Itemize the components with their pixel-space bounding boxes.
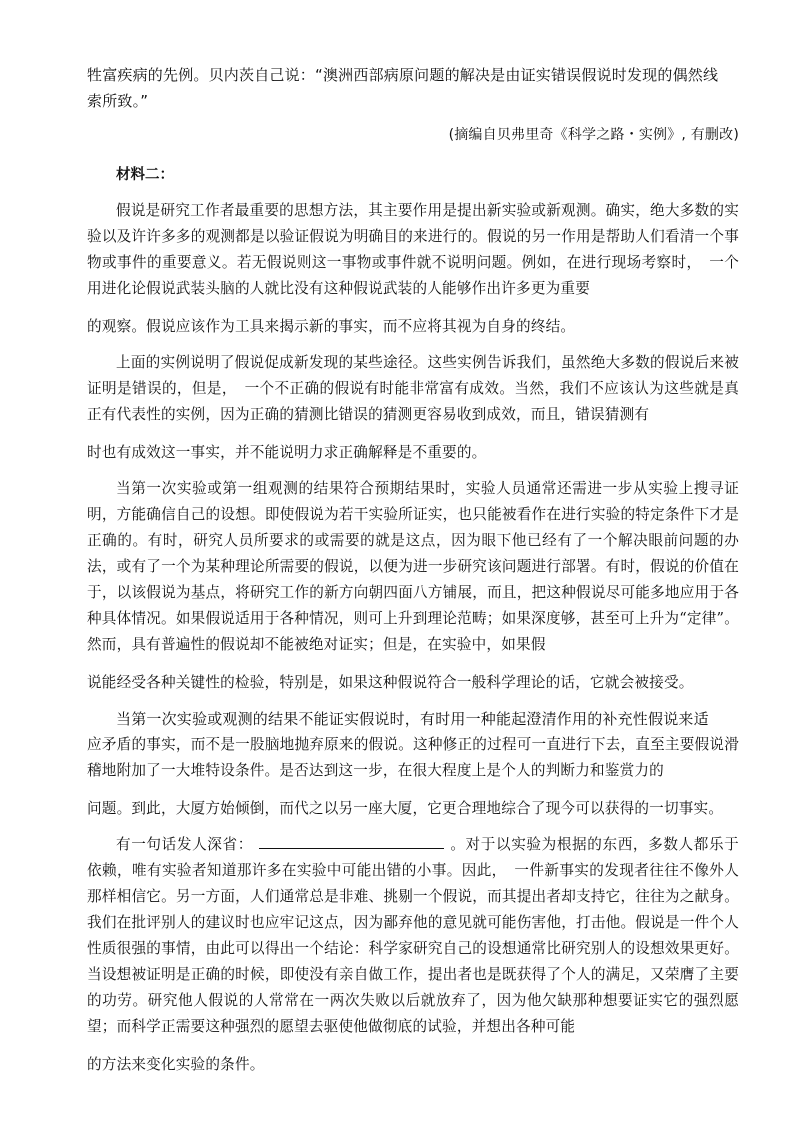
paragraph-3-last-line: 说能经受各种关键性的检验，特别是，如果这种假说符合一般科学理论的话，它就会被接受。	[87, 674, 694, 691]
paragraph-3: 当第一次实验或第一组观测的结果符合预期结果时，实验人员通常还需进一步从实验上搜寻证明，方能确信自己的设想。即使假说为若干实验所证实，也只能被看作在进行实验的特定条件下才是正确的。有时，研究人员所要求的或需要的就是这点，因为眼下他已经有了一个解决眼前问题的办法，或有了一个为某种理论所需要的假说，以便为进一步研究该问题进行部署。有时，假说的价值在于，以该假说为基点，将研究工作的新方向朝四面八方铺展，而且，把这种假说尽可能多地应用于各种具体情况。如果假说适用于各种情况，则可上升到理论范畴；如果深度够，甚至可上升为“定律”。然而，具有普遍性的假说却不能被绝对证实；但是，在实验中，如果假	[87, 480, 739, 653]
paragraph-2-last-line: 时也有成效这一事实，并不能说明力求正确解释是不重要的。	[87, 444, 487, 461]
document-body	[87, 62, 739, 1078]
section-heading: 材料二：	[116, 167, 174, 183]
intro-line-2: 索所致。”	[87, 92, 149, 110]
paragraph-2: 上面的实例说明了假说促成新发现的某些途径。这些实例告诉我们，虽然绝大多数的假说后来被证明是错误的，但是， 一个不正确的假说有时能非常富有成效。当然，我们不应该认为这些就是真正有代表性的实例，因为正确的猜测比错误的猜测更容易收到成效，而且，错误猜测有	[87, 354, 739, 423]
intro-line-1: 牲富疾病的先例。贝内茨自己说：“澳洲西部病原问题的解决是由证实错误假说时发现的偶然线	[87, 66, 719, 84]
paragraph-1: 假说是研究工作者最重要的思想方法，其主要作用是提出新实验或新观测。确实，绝大多数的实验以及许许多多的观测都是以验证假说为明确目的来进行的。假说的另一作用是帮助人们看清一个事物或事件的重要意义。若无假说则这一事物或事件就不说明问题。例如，在进行现场考察时， 一个用进化论假说武装头脑的人就比没有这种假说武装的人能够作出许多更为重要	[87, 202, 739, 297]
paragraph-4-first-line: 当第一次实验或观测的结果不能证实假说时，有时用一种能起澄清作用的补充性假说来适	[116, 710, 709, 728]
intro-paragraph	[87, 62, 739, 114]
fill-in-blank[interactable]	[259, 834, 444, 849]
paragraph-4: 应矛盾的事实，而不是一股脑地抛弃原来的假说。这种修正的过程可一直进行下去，直至主要假说滑稽地附加了一大堆特设条件。是否达到这一步，在很大程度上是个人的判断力和鉴赏力的	[87, 736, 739, 779]
paragraph-5-last-line: 的方法来变化实验的条件。	[87, 1056, 265, 1073]
paragraph-5-body: 。对于以实验为根据的东西，多数人都乐于依赖，唯有实验者知道那许多在实验中可能出错的小事。因此， 一件新事实的发现者往往不像外人那样相信它。另一方面，人们通常总是非难、挑剔一个假说，而其提出者却支持它，往往为之献身。我们在批评别人的建议时也应牢记这点，因为鄙弃他的意见就可能伤害他，打击他。假说是一件个人性质很强的事情，由此可以得出一个结论：科学家研究自己的设想通常比研究别人的设想效果更好。当设想被证明是正确的时候，即使没有亲自做工作，提出者也是既获得了个人的满足，又荣膺了主要的功劳。研究他人假说的人常常在一两次失败以后就放弃了，因为他欠缺那种想要证实它的强烈愿望；而科学正需要这种强烈的愿望去驱使他做彻底的试验，并想出各种可能	[87, 836, 739, 1035]
paragraph-5-lead: 有一句话发人深省：	[116, 836, 253, 853]
paragraph-1-last-line: 的观察。假说应该作为工具来揭示新的事实，而不应将其视为自身的终结。	[87, 318, 576, 335]
source-citation: (摘编自贝弗里奇《科学之路・实例》, 有删改)	[448, 127, 739, 143]
paragraph-5	[87, 832, 739, 1040]
paragraph-4-last-line: 问题。到此，大厦方始倾倒，而代之以另一座大厦，它更合理地综合了现今可以获得的一切事实。	[87, 800, 724, 817]
